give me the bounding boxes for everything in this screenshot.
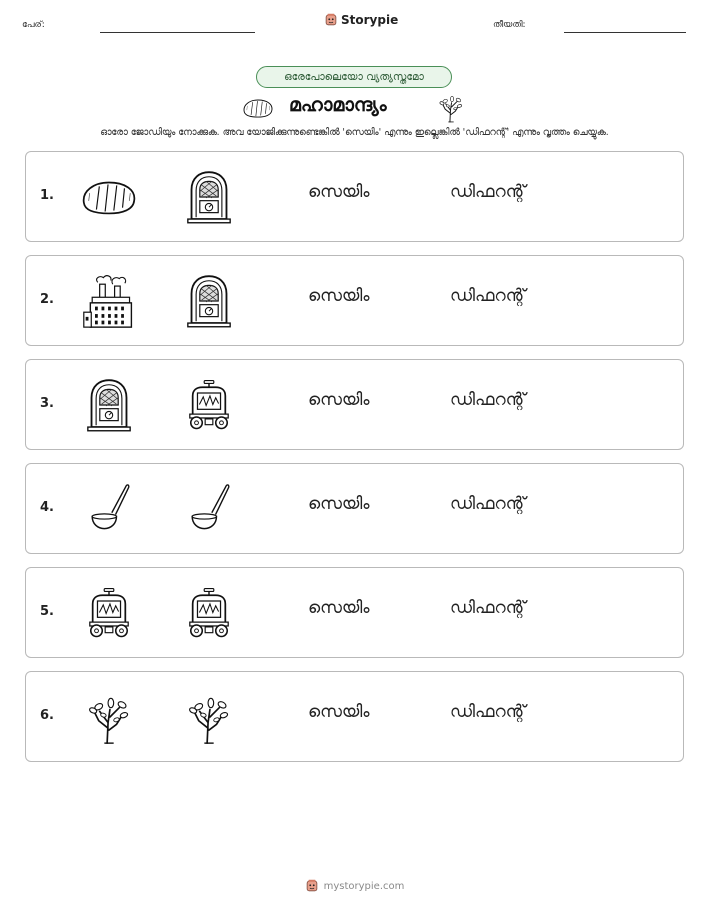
- worksheet-type-badge: [256, 66, 452, 88]
- cart-icon: [85, 586, 133, 640]
- row-number: 3.: [40, 396, 54, 411]
- date-label: തീയതി:: [493, 20, 526, 30]
- left-picture: [80, 584, 138, 642]
- different-option[interactable]: ഡിഫറന്റ്: [450, 598, 526, 618]
- tree-icon: [185, 689, 233, 745]
- page-title: മഹാമാന്ദ്യം: [289, 94, 387, 116]
- title-row: [0, 91, 709, 125]
- brand-name: Storypie: [341, 13, 399, 27]
- same-option[interactable]: സെയിം: [308, 182, 370, 202]
- right-picture: [180, 376, 238, 434]
- right-picture: [180, 584, 238, 642]
- radio-icon: [186, 273, 232, 329]
- different-option[interactable]: ഡിഫറന്റ്: [450, 702, 526, 722]
- cart-icon: [185, 586, 233, 640]
- left-picture: [80, 376, 138, 434]
- row-number: 1.: [40, 188, 54, 203]
- left-picture: [80, 480, 138, 538]
- left-picture: [80, 272, 138, 330]
- tree-icon: [85, 689, 133, 745]
- exercise-row: [25, 359, 684, 450]
- right-picture: [180, 688, 238, 746]
- tree-icon: [437, 91, 465, 123]
- exercise-row: [25, 567, 684, 658]
- mascot-icon: [305, 879, 319, 893]
- different-option[interactable]: ഡിഫറന്റ്: [450, 286, 526, 306]
- different-option[interactable]: ഡിഫറന്റ്: [450, 494, 526, 514]
- radio-icon: [186, 169, 232, 225]
- footer: [0, 879, 709, 893]
- bread-icon: [242, 96, 274, 120]
- exercise-row: [25, 671, 684, 762]
- footer-site: mystorypie.com: [323, 880, 405, 892]
- different-option[interactable]: ഡിഫറന്റ്: [450, 390, 526, 410]
- row-number: 2.: [40, 292, 54, 307]
- exercise-row: [25, 151, 684, 242]
- ladle-icon: [185, 481, 233, 537]
- instructions: ഓരോ ജോഡിയും നോക്കുക. അവ യോജിക്കുന്നുണ്ടെങ്കിൽ 'സെയിം' എന്നും ഇല്ലെങ്കിൽ 'ഡിഫറന്റ്' എന്നും വൃത്തം ചെയ്യുക.: [100, 127, 609, 138]
- cart-icon: [185, 378, 233, 432]
- left-picture: [80, 168, 138, 226]
- name-line: [100, 32, 255, 33]
- right-picture: [180, 480, 238, 538]
- brand-logo: [324, 13, 398, 27]
- right-picture: [180, 168, 238, 226]
- name-label: പേര്:: [22, 20, 45, 30]
- factory-icon: [81, 273, 137, 329]
- same-option[interactable]: സെയിം: [308, 286, 370, 306]
- mascot-icon: [324, 13, 338, 27]
- right-picture: [180, 272, 238, 330]
- same-option[interactable]: സെയിം: [308, 390, 370, 410]
- exercise-row: [25, 255, 684, 346]
- left-picture: [80, 688, 138, 746]
- ladle-icon: [85, 481, 133, 537]
- different-option[interactable]: ഡിഫറന്റ്: [450, 182, 526, 202]
- same-option[interactable]: സെയിം: [308, 494, 370, 514]
- row-number: 5.: [40, 604, 54, 619]
- bread-icon: [80, 177, 138, 217]
- row-number: 4.: [40, 500, 54, 515]
- badge-label: ഒരേപോലെയോ വ്യത്യസ്തമോ: [284, 70, 424, 83]
- same-option[interactable]: സെയിം: [308, 598, 370, 618]
- date-line: [564, 32, 686, 33]
- exercise-row: [25, 463, 684, 554]
- radio-icon: [86, 377, 132, 433]
- worksheet-header: [0, 0, 709, 40]
- row-number: 6.: [40, 708, 54, 723]
- same-option[interactable]: സെയിം: [308, 702, 370, 722]
